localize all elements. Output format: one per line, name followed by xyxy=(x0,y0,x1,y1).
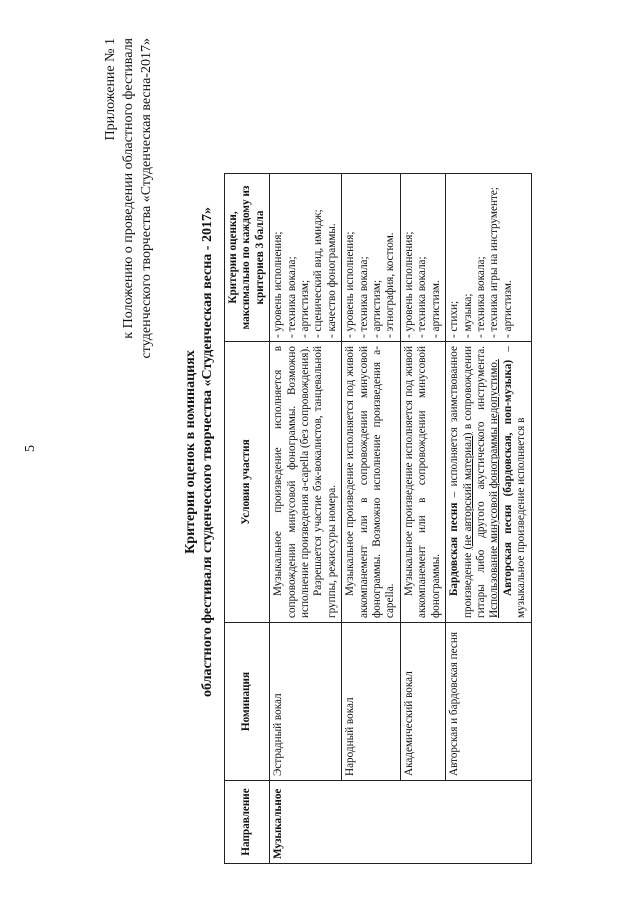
criteria-item: - техника вокала; xyxy=(285,256,298,338)
page-number: 5 xyxy=(23,445,38,452)
criteria-item: - артистизм; xyxy=(299,279,312,338)
conditions-text: Музыкальное произведение исполняется под живой аккомпанемент или в сопровождении минусовой фонограммы. xyxy=(402,346,442,618)
conditions-text xyxy=(448,346,502,618)
criteria-item: - техника вокала; xyxy=(416,256,429,338)
header-direction: Направление xyxy=(225,781,270,864)
criteria-item: - сценический вид, имидж; xyxy=(312,209,325,338)
criteria-item: - уровень исполнения; xyxy=(272,231,285,338)
conditions-text xyxy=(502,346,529,618)
criteria-cell xyxy=(342,174,401,342)
criteria-item: - музыка; xyxy=(461,293,474,338)
criteria-table xyxy=(224,173,532,864)
conditions-underlined: (не авторский материал) xyxy=(461,432,474,550)
conditions-cell xyxy=(400,342,445,623)
appendix-line: Приложение № 1 xyxy=(103,38,118,141)
criteria-cell xyxy=(270,174,342,342)
nomination-cell: Эстрадный вокал xyxy=(270,623,342,781)
criteria-cell xyxy=(446,174,531,342)
conditions-text: Музыкальное произведение исполняется в сопровождении минусовой фонограммы. Возможно исполнение произведения a-capella (без сопровождения). xyxy=(272,346,312,618)
criteria-item: - стихи; xyxy=(448,300,461,338)
criteria-cell xyxy=(400,174,445,342)
criteria-item: - уровень исполнения; xyxy=(402,231,415,338)
title-line: областного фестиваля студенческого творчества «Студенческая весна - 2017» xyxy=(200,207,215,697)
criteria-item: - этнография, костюм. xyxy=(384,232,397,338)
criteria-item: - качество фонограммы. xyxy=(325,223,338,338)
direction-cell: Музыкальное xyxy=(270,781,531,864)
criteria-item: - техника игры на инструменте; xyxy=(488,187,501,338)
nomination-cell: Авторская и бардовская песня xyxy=(446,623,531,781)
table-row xyxy=(342,174,401,864)
header-criteria: Критерии оценки, максимально по каждому из критериев 3 балла xyxy=(225,174,270,342)
nomination-cell: Народный вокал xyxy=(342,623,401,781)
title-line: Критерии оценок в номинациях xyxy=(183,350,198,554)
conditions-text: – исполняется заимствованное произведение xyxy=(448,346,474,618)
criteria-item: - техника вокала; xyxy=(357,256,370,338)
header-conditions: Условия участия xyxy=(225,342,270,623)
author-label: Авторская песня (бардовская, поп-музыка) xyxy=(501,359,514,596)
appendix-line: студенческого творчества «Студенческая весна-2017» xyxy=(139,38,154,359)
table-row xyxy=(446,174,531,864)
appendix-line: к Положению о проведении областного фестиваля xyxy=(121,38,136,339)
criteria-item: - артистизм; xyxy=(371,279,384,338)
document-page xyxy=(100,32,620,872)
criteria-item: - техника вокала; xyxy=(474,256,487,338)
criteria-item: - артистизм. xyxy=(429,280,442,338)
conditions-text: Разрешается участие бэк-вокалистов, танцевальной группы, режиссуры номера. xyxy=(312,346,338,618)
table-row xyxy=(270,174,342,864)
table-header-row xyxy=(225,174,270,864)
header-nomination: Номинация xyxy=(225,623,270,781)
conditions-underlined: Использование минусовой фонограммы недопустимо. xyxy=(488,359,501,618)
conditions-cell xyxy=(270,342,342,623)
bard-label: Бардовская песня xyxy=(448,502,461,596)
conditions-cell xyxy=(446,342,531,623)
conditions-text: – музыкальное произведение исполняется в xyxy=(501,345,528,618)
criteria-item: - артистизм. xyxy=(501,280,514,338)
table-row xyxy=(400,174,445,864)
criteria-item: - уровень исполнения; xyxy=(344,231,357,338)
conditions-text: в сопровождении гитары либо другого акустического инструмента. xyxy=(461,346,487,618)
conditions-cell xyxy=(342,342,401,623)
document-title xyxy=(182,32,216,872)
conditions-text: Музыкальное произведение исполняется под живой аккомпанемент или в сопровождении минусовой фонограммы. Возможно исполнение произведения a-capella. xyxy=(344,346,397,618)
nomination-cell: Академический вокал xyxy=(400,623,445,781)
appendix-header xyxy=(102,38,156,508)
